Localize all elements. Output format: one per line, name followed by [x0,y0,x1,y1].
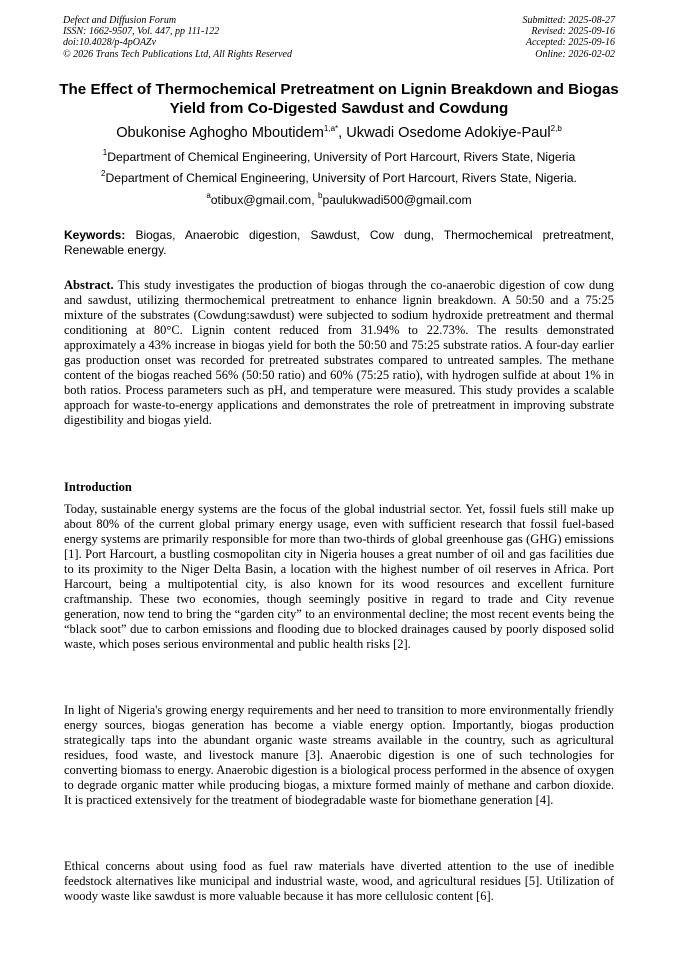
abstract-block [64,278,614,428]
submitted-date: Submitted: 2025-08-27 [522,15,615,26]
affiliation-2-text: Department of Chemical Engineering, University of Port Harcourt, Rivers State, Nigeria. [105,171,577,185]
abstract-label: Abstract. [64,278,114,292]
paper-title: The Effect of Thermochemical Pretreatment on Lignin Breakdown and Biogas Yield from Co-Digested Sawdust and Cowdung [59,81,619,117]
intro-paragraph-3: Ethical concerns about using food as fuel raw materials have diverted attention to the use of inedible feedstock alternatives like municipal and industrial waste, wood, and agricultural residues [5]. Utilization of woody waste like sawdust is more valuable because it has more cellulosic content [6]. [64,859,614,903]
affiliation-2-sup: 2 [101,169,106,178]
keywords-block [64,228,614,257]
accepted-date: Accepted: 2025-09-16 [525,37,615,49]
email-b-sup: b [317,191,323,200]
email-line [30,193,648,208]
journal-header-left [63,15,292,60]
email-a: otibux@gmail.com, [210,193,318,207]
online-date: Online: 2026-02-02 [535,48,615,60]
abstract-text: This study investigates the production of biogas through the co-anaerobic digestion of cow dung and sawdust, utilizing thermochemical pretreatment to enhance lignin breakdown. A 50:50 and a 75:25 mixture of the substrates (Cowdung:sawdust) were subjected to sodium hydroxide pretreatment and thermal conditioning at 80°C. Lignin content reduced from 31.94% to 22.73%. The results demonstrated approximately a 43% increase in biogas yield for both the 50:50 and 75:25 substrate ratios. A four-day earlier gas production onset was recorded for pretreated substrates compared to untreated samples. The methane content of the biogas reached 56% (50:50 ratio) and 60% (75:25 ratio), with hydrogen sulfide at about 1% in both ratios. Process parameters such as pH, and temperature were measured. This study provides a scalable approach for waste-to-energy applications and demonstrates the role of pretreatment in improving substrate digestibility and biogas yield. [64,278,614,427]
affiliation-1 [30,150,648,165]
copyright-line: © 2026 Trans Tech Publications Ltd, All Rights Reserved [63,48,292,60]
author-2-name: Ukwadi Osedome Adokiye-Paul [346,125,551,141]
email-a-sup: a [206,191,211,200]
email-b: paulukwadi500@gmail.com [322,193,472,207]
author-1-sup: 1,a* [323,124,339,133]
introduction-heading: Introduction [64,480,132,494]
intro-paragraph-2: In light of Nigeria's growing energy requirements and her need to transition to more environmentally friendly energy sources, biogas generation has become a viable energy option. Importantly, biogas production strategically taps into the abundant organic waste streams available in the country, such as agricultural residues, food waste, and livestock manure [3]. Anaerobic digestion is one of such technologies for converting biomass to energy. Anaerobic digestion is a biological process performed in the absence of oxygen to degrade organic matter while producing biogas, a mixture formed mainly of methane and carbon dioxide. It is practiced extensively for the treatment of biodegradable waste for biomethane generation [4]. [64,703,614,807]
journal-name: Defect and Diffusion Forum [63,15,177,26]
issn-line: ISSN: 1662-9507, Vol. 447, pp 111-122 [63,26,220,38]
author-2-sup: 2,b [550,124,562,133]
affiliation-1-sup: 1 [102,148,108,157]
doi-line: doi:10.4028/p-4pOAZv [63,37,157,49]
author-1-name: Obukonise Aghogho Mboutidem [116,125,324,141]
affiliation-1-text: Department of Chemical Engineering, University of Port Harcourt, Rivers State, Nigeria [107,150,576,164]
intro-paragraph-1: Today, sustainable energy systems are the focus of the global industrial sector. Yet, fossil fuels still make up about 80% of the current global primary energy usage, even with sufficient research that fossil fuel-based energy systems are primarily responsible for more than two-thirds of global greenhouse gas (GHG) emissions [1]. Port Harcourt, a bustling cosmopolitan city in Nigeria houses a great number of oil and gas facilities due to its proximity to the Niger Delta Basin, a location with the highest number of oil reserves in Africa. Port Harcourt, being a multipotential city, is also known for its wood resources and excellent furniture craftmanship. These two economies, though seemingly positive in regard to trade and City revenue generation, now tend to bring the “garden city” to an environmental decline; the most recent events being the “black soot” due to carbon emissions and flooding due to blocked drainages caused by poorly disposed solid waste, which poses serious environmental and public health risks [2]. [64,502,614,651]
author-line [30,124,648,142]
journal-header-right [523,15,616,60]
author-separator: , [338,125,347,141]
keywords-label: Keywords: [64,228,126,242]
affiliation-2 [30,171,648,186]
revised-date: Revised: 2025-09-16 [531,26,615,38]
keywords-text: Biogas, Anaerobic digestion, Sawdust, Cow dung, Thermochemical pretreatment, Renewable energy. [64,228,614,257]
